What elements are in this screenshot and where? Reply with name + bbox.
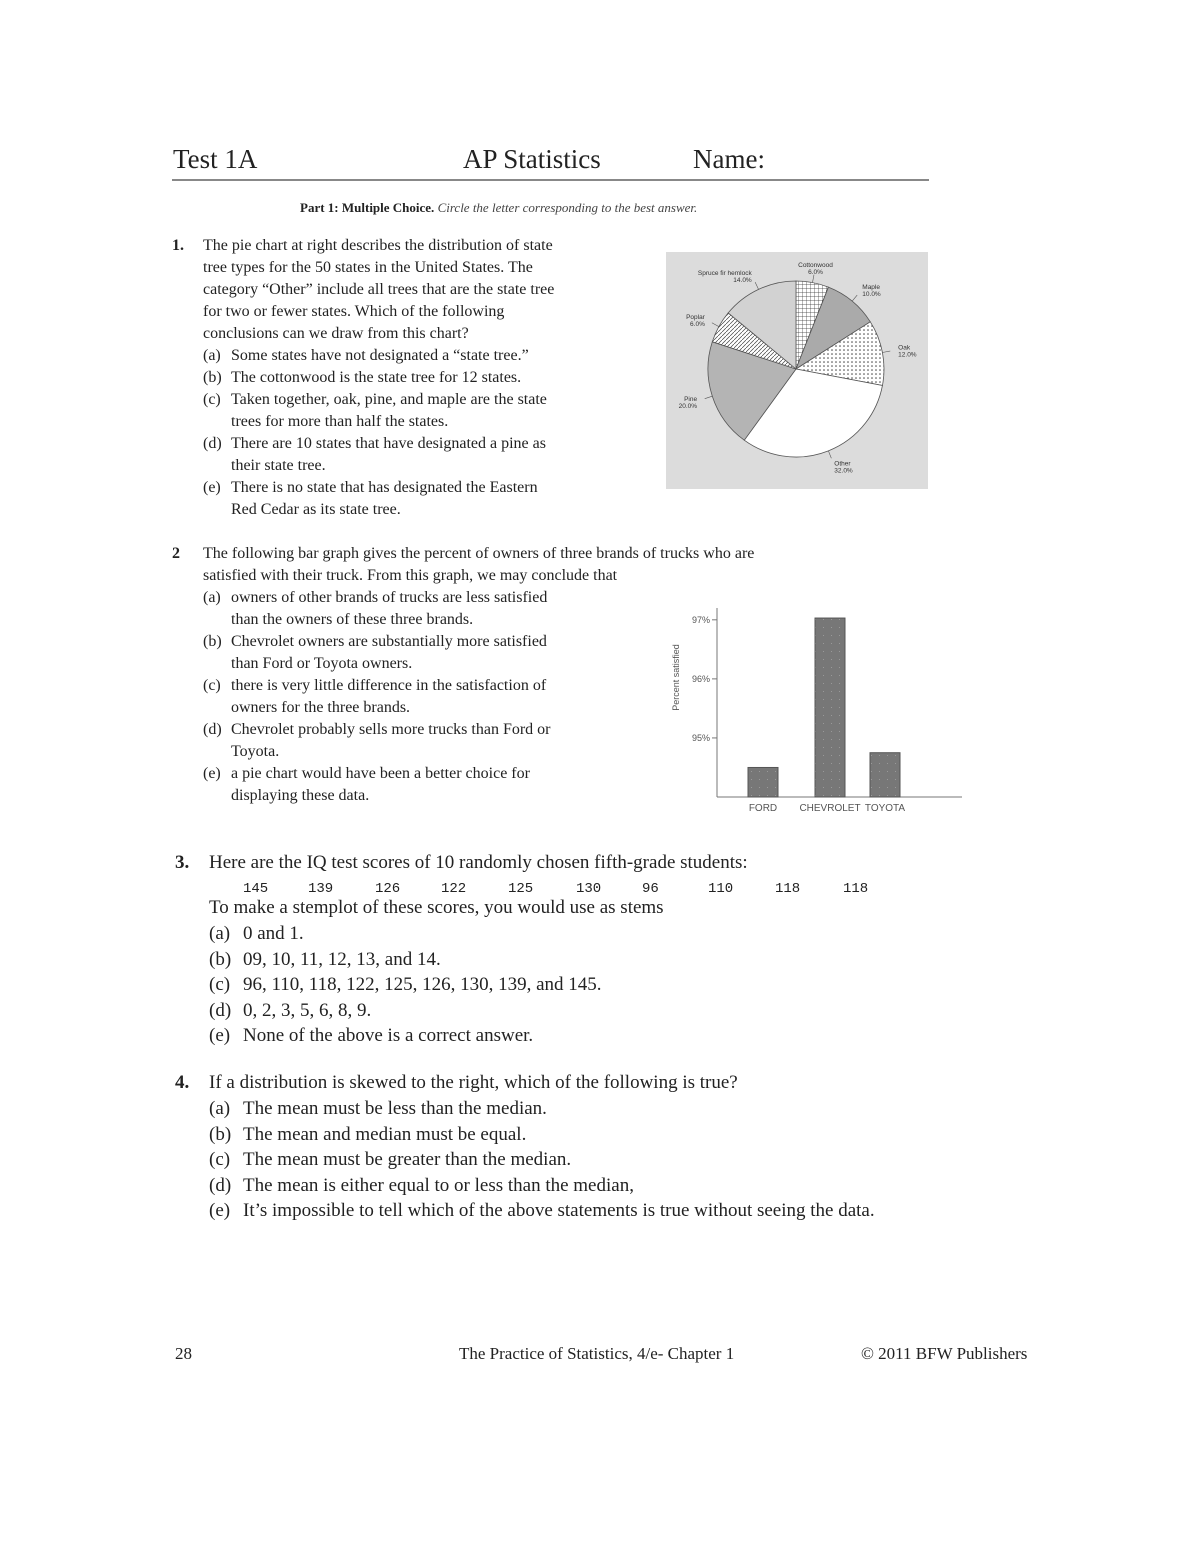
- answer-options: [203, 587, 551, 807]
- question-stem: If a distribution is skewed to the right, which of the following is true?: [209, 1072, 738, 1093]
- pie-leader: [705, 396, 713, 398]
- y-tick-label: 96%: [691, 673, 710, 684]
- option-text: their state tree.: [231, 457, 326, 474]
- x-tick-label: TOYOTA: [864, 803, 906, 814]
- pie-pct-label: 20.0%: [678, 403, 698, 411]
- score-value: 118: [843, 881, 869, 897]
- stem-line: for two or fewer states. Which of the following: [203, 303, 505, 320]
- pie-label: Oak: [898, 344, 911, 352]
- bar-chart: [660, 600, 970, 822]
- score-value: 122: [441, 881, 467, 897]
- pie-label: Pine: [684, 396, 698, 404]
- part-type: Multiple Choice.: [341, 200, 435, 215]
- pie-pct-label: 32.0%: [834, 467, 853, 475]
- answer-option[interactable]: [209, 1147, 875, 1173]
- option-label: (b): [209, 1123, 232, 1145]
- question-number: 2: [172, 545, 180, 562]
- pie-pct-label: 10.0%: [862, 290, 881, 298]
- copyright: © 2011 BFW Publishers: [861, 1344, 1028, 1363]
- option-label: (b): [203, 633, 222, 650]
- option-label: (d): [209, 999, 232, 1021]
- bar-toyota: [870, 753, 900, 797]
- stem-line: category “Other” include all trees that are the state tree: [203, 281, 555, 298]
- answer-option[interactable]: [209, 998, 602, 1024]
- question-1: [172, 235, 642, 525]
- question-stem: [203, 235, 554, 345]
- pie-pct-label: 6.0%: [808, 268, 823, 276]
- answer-options: [209, 921, 602, 1049]
- option-text: owners for the three brands.: [231, 699, 411, 716]
- option-label: (c): [209, 1149, 231, 1170]
- pie-pct-label: 14.0%: [733, 276, 752, 284]
- option-text: It’s impossible to tell which of the above statements is true without seeing the data.: [243, 1200, 875, 1221]
- option-text: Red Cedar as its state tree.: [231, 501, 401, 518]
- question-stem-2: To make a stemplot of these scores, you would use as stems: [209, 897, 664, 918]
- y-axis-label: Percent satisfied: [671, 644, 681, 711]
- option-text: Toyota.: [231, 743, 280, 760]
- option-label: (d): [203, 435, 222, 452]
- option-text: 0 and 1.: [243, 923, 304, 944]
- score-value: 130: [576, 881, 602, 897]
- stem-line: tree types for the 50 states in the United States. The: [203, 259, 533, 276]
- answer-option[interactable]: [203, 367, 547, 389]
- pie-leader: [812, 275, 813, 283]
- question-number: 3.: [175, 852, 190, 873]
- answer-option[interactable]: [203, 433, 547, 477]
- bar-chart-svg: [660, 600, 970, 822]
- option-label: (b): [203, 369, 222, 386]
- question-number: 1.: [172, 237, 184, 254]
- option-label: (a): [203, 347, 221, 364]
- pie-leader: [852, 295, 857, 301]
- option-text: displaying these data.: [231, 787, 370, 804]
- option-text: The mean must be greater than the median.: [243, 1149, 572, 1170]
- option-label: (e): [209, 1025, 231, 1046]
- option-text: 0, 2, 3, 5, 6, 8, 9.: [243, 999, 372, 1021]
- instructions-text: Circle the letter corresponding to the best answer.: [437, 200, 698, 215]
- question-stem: [203, 543, 754, 587]
- x-tick-label: CHEVROLET: [799, 803, 861, 814]
- option-label: (e): [209, 1200, 231, 1221]
- option-text: 96, 110, 118, 122, 125, 126, 130, 139, and 145.: [243, 974, 602, 995]
- answer-option[interactable]: [209, 1173, 875, 1199]
- option-label: (d): [209, 1174, 232, 1196]
- option-text: than Ford or Toyota owners.: [231, 655, 413, 672]
- option-text: 09, 10, 11, 12, 13, and 14.: [243, 948, 441, 970]
- answer-options: [209, 1096, 875, 1224]
- option-text: Chevrolet owners are substantially more satisfied: [231, 633, 547, 650]
- stem-line: The pie chart at right describes the distribution of state: [203, 237, 553, 254]
- option-label: (c): [209, 974, 231, 995]
- answer-option[interactable]: [203, 719, 551, 763]
- score-value: 139: [308, 881, 334, 897]
- option-label: (a): [209, 923, 231, 944]
- header-rule: [172, 179, 929, 181]
- option-text: None of the above is a correct answer.: [243, 1025, 534, 1046]
- pie-label: Other: [834, 460, 851, 468]
- x-tick-label: FORD: [748, 803, 778, 814]
- question-number: 4.: [175, 1072, 190, 1093]
- page-number: 28: [175, 1344, 192, 1363]
- option-label: (c): [203, 677, 221, 694]
- answer-option[interactable]: [203, 345, 547, 367]
- option-text: there is very little difference in the satisfaction of: [231, 677, 547, 694]
- score-value: 96: [642, 881, 659, 897]
- option-text: than the owners of these three brands.: [231, 611, 474, 628]
- option-text: a pie chart would have been a better choice for: [231, 765, 530, 782]
- pie-chart-svg: [666, 252, 928, 489]
- course-title: AP Statistics: [463, 144, 601, 174]
- option-text: Some states have not designated a “state tree.”: [231, 347, 529, 364]
- option-label: (b): [209, 948, 232, 970]
- pie-leader: [755, 282, 758, 289]
- pie-pct-label: 6.0%: [690, 320, 705, 328]
- option-label: (a): [203, 589, 221, 606]
- answer-option[interactable]: [203, 763, 551, 807]
- option-text: The cottonwood is the state tree for 12 states.: [231, 369, 522, 386]
- option-text: There is no state that has designated the Eastern: [231, 479, 538, 496]
- part-label: Part 1:: [300, 200, 339, 215]
- option-text: The mean and median must be equal.: [243, 1123, 527, 1145]
- option-text: owners of other brands of trucks are less satisfied: [231, 589, 548, 606]
- option-label: (c): [203, 391, 221, 408]
- option-label: (e): [203, 765, 221, 782]
- option-label: (e): [203, 479, 221, 496]
- pie-label: Spruce fir hemlock: [697, 269, 752, 277]
- option-text: The mean is either equal to or less than the median,: [243, 1174, 634, 1196]
- instructions: [300, 200, 697, 216]
- y-tick-label: 97%: [691, 614, 710, 625]
- question-4: [175, 1070, 1005, 1230]
- answer-option[interactable]: [209, 1096, 875, 1122]
- test-title: Test 1A: [173, 144, 258, 174]
- pie-leader: [882, 351, 890, 352]
- answer-option[interactable]: [209, 947, 602, 973]
- pie-label: Maple: [862, 283, 881, 291]
- score-value: 145: [243, 881, 269, 897]
- option-label: (d): [203, 721, 222, 738]
- answer-option[interactable]: [209, 972, 602, 998]
- pie-label: Cottonwood: [798, 261, 833, 269]
- option-text: Chevrolet probably sells more trucks than Ford or: [231, 721, 551, 738]
- answer-option[interactable]: [209, 1122, 875, 1148]
- answer-option[interactable]: [203, 675, 551, 719]
- question-stem: Here are the IQ test scores of 10 randomly chosen fifth-grade students:: [209, 852, 748, 873]
- option-text: There are 10 states that have designated a pine as: [231, 435, 546, 452]
- score-value: 126: [375, 881, 401, 897]
- name-label: Name:: [693, 144, 765, 174]
- answer-option[interactable]: [203, 477, 547, 521]
- answer-option[interactable]: [209, 1023, 602, 1049]
- stem-line: conclusions can we draw from this chart?: [203, 325, 469, 342]
- score-value: 125: [508, 881, 534, 897]
- pie-leader: [712, 323, 719, 327]
- answer-option[interactable]: [209, 1198, 875, 1224]
- stem-line: The following bar graph gives the percent of owners of three brands of trucks who are: [203, 545, 755, 562]
- stem-line: satisfied with their truck. From this graph, we may conclude that: [203, 567, 618, 584]
- bar-ford: [748, 767, 778, 797]
- pie-leader: [828, 451, 831, 458]
- question-3: [175, 850, 975, 1050]
- pie-pct-label: 12.0%: [898, 351, 917, 359]
- option-text: The mean must be less than the median.: [243, 1098, 547, 1119]
- answer-option[interactable]: [203, 631, 551, 675]
- bar-chevrolet: [815, 618, 845, 797]
- score-value: 118: [775, 881, 801, 897]
- book-title: The Practice of Statistics, 4/e- Chapter 1: [459, 1344, 735, 1363]
- y-tick-label: 95%: [691, 732, 710, 743]
- answer-option[interactable]: [203, 389, 547, 433]
- score-value: 110: [708, 881, 734, 897]
- answer-option[interactable]: [209, 921, 602, 947]
- option-label: (a): [209, 1098, 231, 1119]
- answer-options: [203, 345, 547, 521]
- option-text: Taken together, oak, pine, and maple are the state: [231, 391, 547, 408]
- answer-option[interactable]: [203, 587, 551, 631]
- pie-label: Poplar: [686, 313, 705, 321]
- option-text: trees for more than half the states.: [231, 413, 449, 430]
- pie-chart: [666, 252, 928, 489]
